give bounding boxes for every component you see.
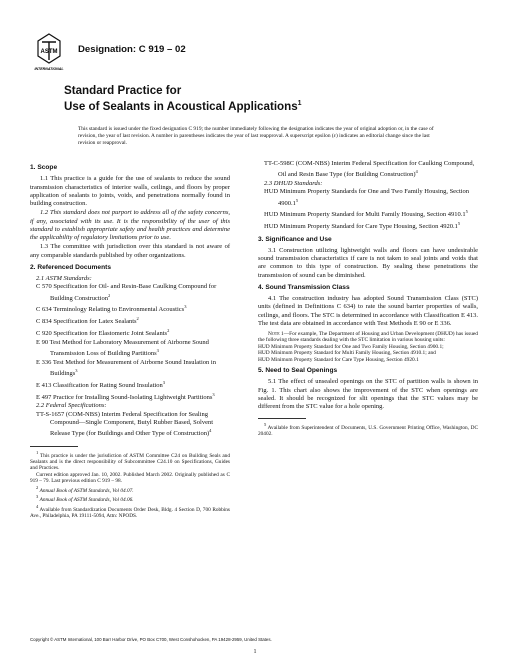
note-text: —For example, The Department of Housing and Urban Development (DHUD) has issued the following three standards dealing with the STC limitation in various housing units: — [258, 331, 478, 344]
reference-item: C 920 Specification for Elastomeric Joint Sealants$^2$ — [36, 327, 170, 338]
section-heading-significance: 3. Significance and Use — [258, 235, 332, 243]
need-5-1: 5.1 The effect of unsealed openings on the STC of partition walls is shown in Fig. 1. This chart also shows the improvement of the STC when openings are sealed. It should be recognized for slit openings that the STC values may be different from the STC value for a hole opening. — [258, 378, 478, 411]
footnote: $^3$ Annual Book of ASTM Standards, Vol 04.06. — [36, 494, 134, 503]
logo-subtext: INTERNATIONAL — [34, 67, 64, 71]
section-heading-scope: 1. Scope — [30, 164, 58, 171]
designation-notice: This standard is issued under the fixed designation C 919; the number immediately following the designation indicates the year of original adoption or, in the case of revision, the year of last revision. A number in parentheses indicates the year of last reapproval. A superscript epsilon (ε) indicates an editorial change since the last revision or reapproval. — [78, 126, 434, 146]
note-1 — [258, 331, 478, 363]
reference-item: C 834 Specification for Latex Sealants$^2$ — [36, 316, 139, 326]
footnote: $^4$ Available from Standardization Documents Order Desk, Bldg. 4 Section D, 700 Robbins Ave., Philadelphia, PA 19111-5094, Attn: NPODS. — [30, 503, 230, 519]
left-column — [30, 160, 230, 519]
footnote: $^5$ Available from Superintendent of Documents, U.S. Government Printing Office, Washington, DC 20402. — [258, 422, 478, 438]
designation: Designation: C 919 – 02 — [78, 44, 186, 55]
astm-logo — [34, 32, 64, 72]
footnote: $^2$ Annual Book of ASTM Standards, Vol 04.07. — [36, 484, 134, 494]
logo-text: ASTM — [40, 49, 58, 55]
footnote-rule — [30, 446, 78, 447]
scope-1-3: 1.3 The committee with jurisdiction over this standard is not aware of any comparable standards published by other organizations. — [30, 243, 230, 259]
stc-4-1: 4.1 The construction industry has adopted Sound Transmission Class (STC) units (defined in Definitions C 634) to rate the sound barrier properties of walls, ceilings, and floors. The STC is determined in accordance with Classification E 413. The test data are obtained in accordance with Test Methods E 90 or E 336. — [258, 295, 478, 327]
section-heading-need-to-seal: 5. Need to Seal Openings — [258, 367, 338, 375]
title-line-1: Standard Practice for — [64, 84, 182, 97]
significance-3-1: 3.1 Construction utilizing lightweight walls and floors can have undesirable sound transmission characteristics if care is not taken to seal joints and voids that are common to this type of construction. By sealing these penetrations the transmission of sound can be diminished. — [258, 246, 478, 279]
note-item: HUD Minimum Property Standard for Care Type Housing, Section 4920.1 — [258, 356, 419, 363]
title-footnote-mark: 1 — [297, 100, 302, 107]
page-number: 1 — [253, 649, 257, 655]
right-column — [258, 160, 478, 438]
copyright-line: Copyright © ASTM International, 100 Barr Harbor Drive, PO Box C700, West Conshohocken, PA 19428-2959, United States. — [30, 637, 272, 642]
subheading-dhud-standards: 2.3 DHUD Standards: — [264, 180, 323, 188]
reference-item: TT-S-1657 (COM-NBS) Interim Federal Specification for Sealing Compound—Single Component, Butyl Rubber Based, Solvent Release Type (for Buildings and Other Type of Construction)$^4$ — [36, 410, 214, 438]
reference-item: E 413 Classification for Rating Sound Insulation$^3$ — [36, 379, 165, 389]
reference-item: C 634 Terminology Relating to Environmental Acoustics$^3$ — [36, 304, 187, 314]
note-label: Note 1 — [268, 331, 284, 338]
subheading-federal-specifications: 2.2 Federal Specifications: — [36, 402, 107, 410]
scope-1-2: 1.2 This standard does not purport to address all of the safety concerns, if any, associated with its use. It is the responsibility of the user of this standard to establish appropriate safety and health practices and determine the applicability of regulatory limitations prior to use. — [30, 209, 230, 241]
title-line-2 — [64, 97, 464, 113]
note-item: HUD Minimum Property Standard for One and Two Family Housing, Section 4900.1; — [258, 343, 444, 350]
section-heading-stc: 4. Sound Transmission Class — [258, 283, 350, 291]
title-block — [64, 84, 464, 113]
subheading-astm-standards: 2.1 ASTM Standards: — [36, 275, 92, 282]
reference-item: E 497 Practice for Installing Sound-Isolating Lightweight Partitions$^3$ — [36, 391, 215, 401]
reference-item: C 570 Specification for Oil- and Resin-Base Caulking Compound for Building Construction$^2$ — [36, 283, 217, 302]
section-heading-referenced-documents: 2. Referenced Documents — [30, 263, 111, 271]
reference-item: E 90 Test Method for Laboratory Measurement of Airborne Sound Transmission Loss of Building Partitions$^3$ — [36, 338, 209, 358]
scope-1-1: 1.1 This practice is a guide for the use of sealants to reduce the sound transmission characteristics of interior walls, ceilings, and floors by proper application of sealants to joints, voids, and penetrations normally found in building construction. — [30, 175, 230, 207]
reference-item: E 336 Test Method for Measurement of Airborne Sound Insulation in Buildings$^3$ — [36, 358, 216, 378]
footnote: $^1$ This practice is under the jurisdiction of ASTM Committee C24 on Building Seals and Sealants and is the direct responsibility of Subcommittee C24.10 on Specifications, Guides and Practices. — [30, 449, 230, 471]
reference-item: TT-C-598C (COM-NBS) Interim Federal Specification for Caulking Compound, Oil and Resin Base Type (for Building Construction)$^4$ — [264, 160, 475, 179]
note-item: HUD Minimum Property Standard for Multi Family Housing, Section 4910.1; and — [258, 350, 436, 357]
reference-item: HUD Minimum Property Standard for Care Type Housing, Section 4920.1$^5$ — [264, 221, 461, 231]
footnote: Current edition approved Jan. 10, 2002. Published March 2002. Originally published as C 919 – 79. Last previous edition C 919 – 98. — [30, 471, 230, 484]
document-title: Use of Sealants in Acoustical Applications — [64, 99, 298, 113]
reference-item: HUD Minimum Property Standard for Multi Family Housing, Section 4910.1$^5$ — [264, 209, 468, 219]
footnote-rule — [258, 418, 306, 419]
reference-item: HUD Minimum Property Standards for One and Two Family Housing, Section 4900.1$^5$ — [264, 188, 470, 207]
